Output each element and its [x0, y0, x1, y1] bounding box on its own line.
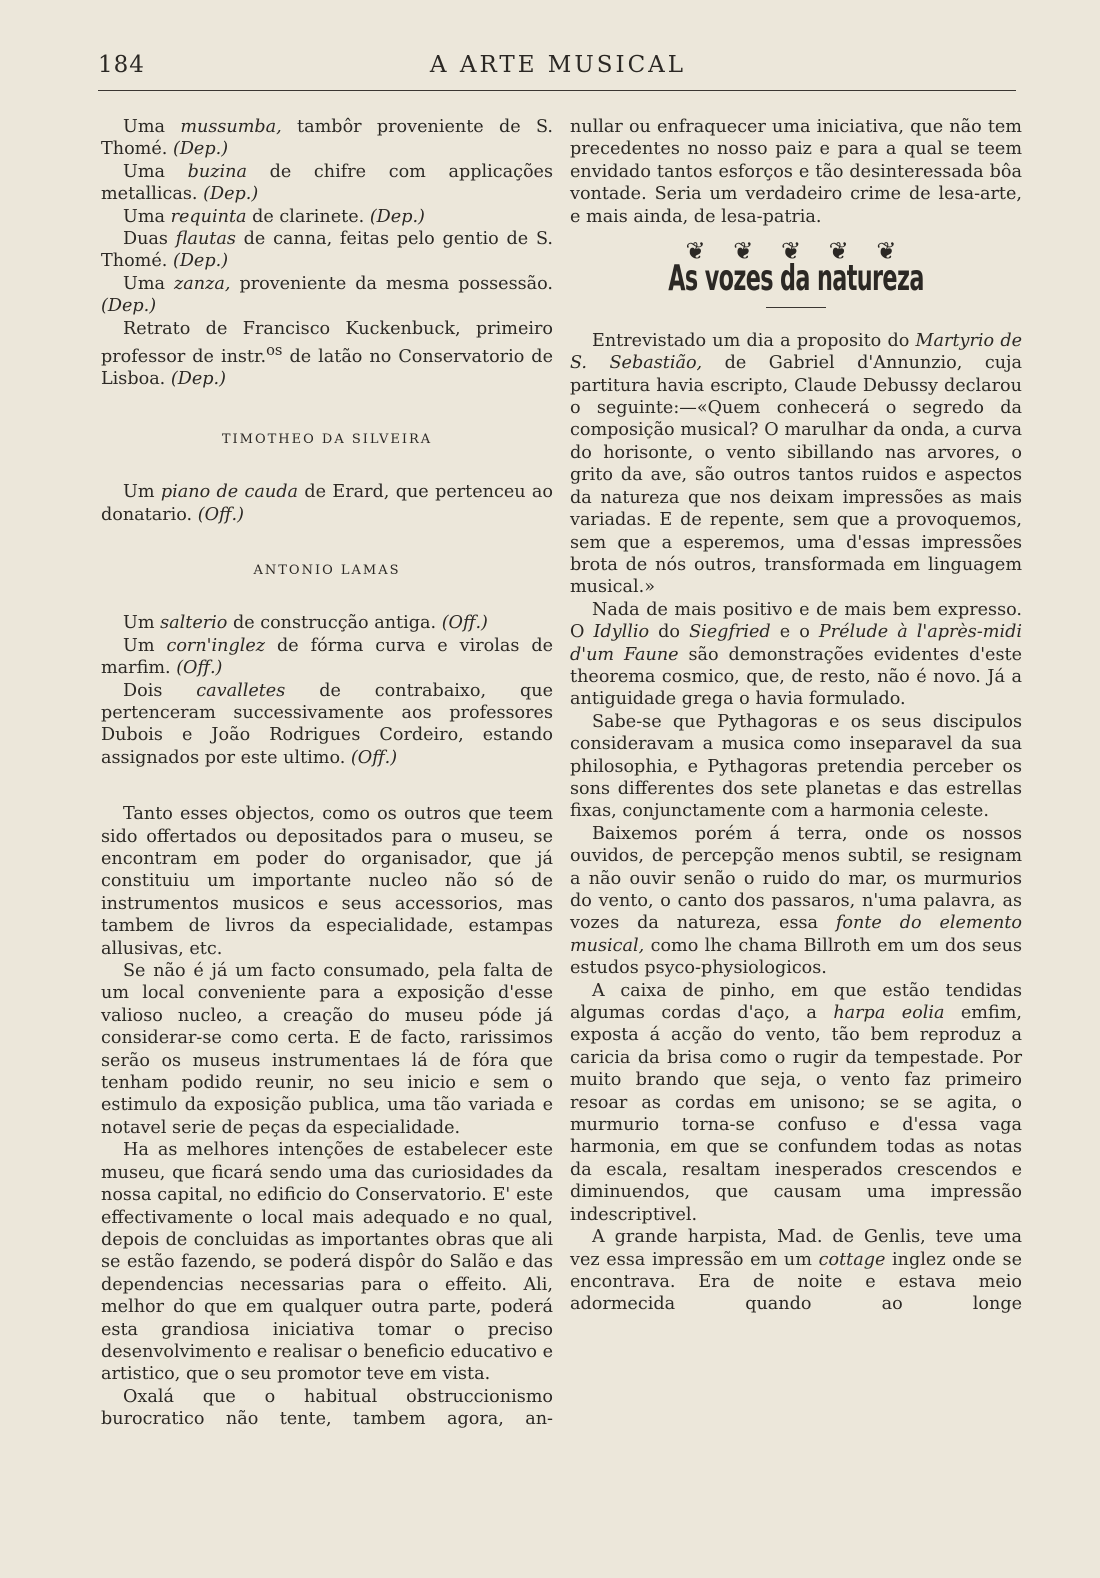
list-item: Um corn'inglez de fórma curva e virolas de marfim. (Off.)	[101, 635, 553, 679]
donor-name: TIMOTHEO DA SILVEIRA	[221, 431, 433, 447]
paragraph: Nada de mais positivo e de mais bem expresso. O Idyllio do Siegfried e o Prélude à l'après-midi d'um Faune são demonstrações evidentes d'este theorema cosmico, que, de resto, não é novo. Já a antiguidade grega o havia formulado.	[570, 599, 1022, 710]
body-text	[101, 803, 553, 1430]
item-list	[101, 116, 553, 391]
list-item: Duas flautas de canna, feitas pelo gentio de S. Thomé. (Dep.)	[101, 229, 553, 272]
donor-name: ANTONIO LAMAS	[253, 562, 401, 578]
right-column	[570, 116, 1022, 1316]
list-item: Um piano de cauda de Erard, que pertenceu ao donatario. (Off.)	[101, 482, 553, 525]
header-rule	[98, 90, 1016, 91]
running-header	[98, 52, 1018, 88]
paragraph: Ha as melhores intenções de estabelecer este museu, que ficará sendo uma das curiosidades da nossa capital, no edificio do Conservatorio. E' este effectivamente o local mais adequado e no qual, depois de concluidas as importantes obras que ali se estão fazendo, se poderá dispôr do Salão e das dependencias necessarias para o effeito. Ali, melhor do que em qualquer outra parte, poderá esta grandiosa iniciativa tomar o preciso desenvolvimento e realisar o beneficio educativo e artistico, que o seu promotor teve em vista.	[101, 1140, 553, 1385]
list-item: Uma zanza, proveniente da mesma possessão. (Dep.)	[101, 273, 554, 317]
paragraph: A grande harpista, Mad. de Genlis, teve uma vez essa impressão em um cottage inglez onde se encontrava. Era de noite e estava meio adormecida quando ao longe	[570, 1227, 1022, 1315]
ornament-divider: ❦ ❦ ❦ ❦ ❦	[685, 237, 907, 266]
list-item: Uma requinta de clarinete. (Dep.)	[123, 206, 425, 227]
paragraph: nullar ou enfraquecer uma iniciativa, que não tem precedentes no nosso paiz e para a qual se teem envidado tantos esforços e tão desinteressada bôa vontade. Seria um verdadeiro crime de lesa-arte, e mais ainda, de lesa-patria.	[570, 117, 1022, 227]
paragraph: A caixa de pinho, em que estão tendidas algumas cordas d'aço, a harpa eolia emfim, exposta á acção do vento, tão bem reproduz a caricia da brisa como o rugir da tempestade. Por muito brando que seja, o vento faz primeiro resoar as cordas em unisono; se se agita, o murmurio torna-se confuso e d'essa vaga harmonia, em que se confundem todas as notas da escala, resaltam inesperados crescendos e diminuendos, que causam uma impressão indescriptivel.	[570, 980, 1023, 1225]
article-title: As vozes da natureza	[668, 258, 924, 300]
paragraph: Sabe-se que Pythagoras e os seus discipulos consideravam a musica como inseparavel da sua philosophia, e Pythagoras pretendia perceber os sons differentes dos sete planetas e das estrellas fixas, conjunctamente com a harmonia celeste.	[570, 711, 1022, 822]
list-item: Um salterio de construcção antiga. (Off.)	[123, 613, 488, 634]
paragraph: Entrevistado um dia a proposito do Martyrio de S. Sebastião, de Gabriel d'Annunzio, cuja partitura havia escripto, Claude Debussy declarou o seguinte:—«Quem conhecerá o segredo da composição musical? O marulhar da onda, a curva do horisonte, o vento sibillando nas arvores, o grito da ave, são outros tantos ruidos e aspectos da natureza que nos deixam impressões as mais variadas. E de repente, sem que a provoquemos, sem que a esperemos, uma d'essas impressões brota de nós outros, transformada em linguagem musical.»	[570, 330, 1022, 598]
item-list	[101, 612, 553, 769]
paragraph: Se não é já um facto consumado, pela falta de um local conveniente para a exposição d'esse valioso nucleo, a creação do museu póde já considerar-se como certa. E de facto, rarissimos serão os museus instrumentaes lá de fóra que tenham podido reunir, no seu inicio e sem o estimulo da exposição publica, uma tão variada e notavel serie de peças da especialidade.	[101, 961, 553, 1138]
journal-title: A ARTE MUSICAL	[429, 52, 687, 78]
list-item: Uma mussumba, tambôr proveniente de S. Thomé. (Dep.)	[101, 117, 553, 160]
list-item: Uma buzina de chifre com applicações metallicas. (Dep.)	[101, 161, 553, 205]
page-number: 184	[98, 52, 145, 78]
list-item: Dois cavalletes de contrabaixo, que pertenceram successivamente aos professores Dubois e João Rodrigues Cordeiro, estando assignados por este ultimo. (Off.)	[101, 680, 553, 768]
list-item: Retrato de Francisco Kuckenbuck, primeiro professor de instr.$^{os}$ de latão no Conservatorio de Lisboa. (Dep.)	[101, 318, 553, 390]
paragraph: Tanto esses objectos, como os outros que teem sido offertados ou depositados para o museu, se encontram em poder do organisador, que já constituiu um importante nucleo não só de instrumentos musicos e seus accessorios, mas tambem de livros da especialidade, estampas allusivas, etc.	[101, 804, 553, 959]
paragraph: Oxalá que o habitual obstruccionismo burocratico não tente, tambem agora, an-	[101, 1386, 553, 1430]
paragraph: Baixemos porém á terra, onde os nossos ouvidos, de percepção menos subtil, se resignam a não ouvir senão o ruido do mar, os murmurios do vento, o canto dos passaros, n'uma palavra, as vozes da natureza, essa fonte do elemento musical, como lhe chama Billroth em um dos seus estudos psyco-physiologicos.	[570, 823, 1022, 979]
title-rule	[766, 307, 826, 308]
left-column	[101, 116, 553, 1431]
